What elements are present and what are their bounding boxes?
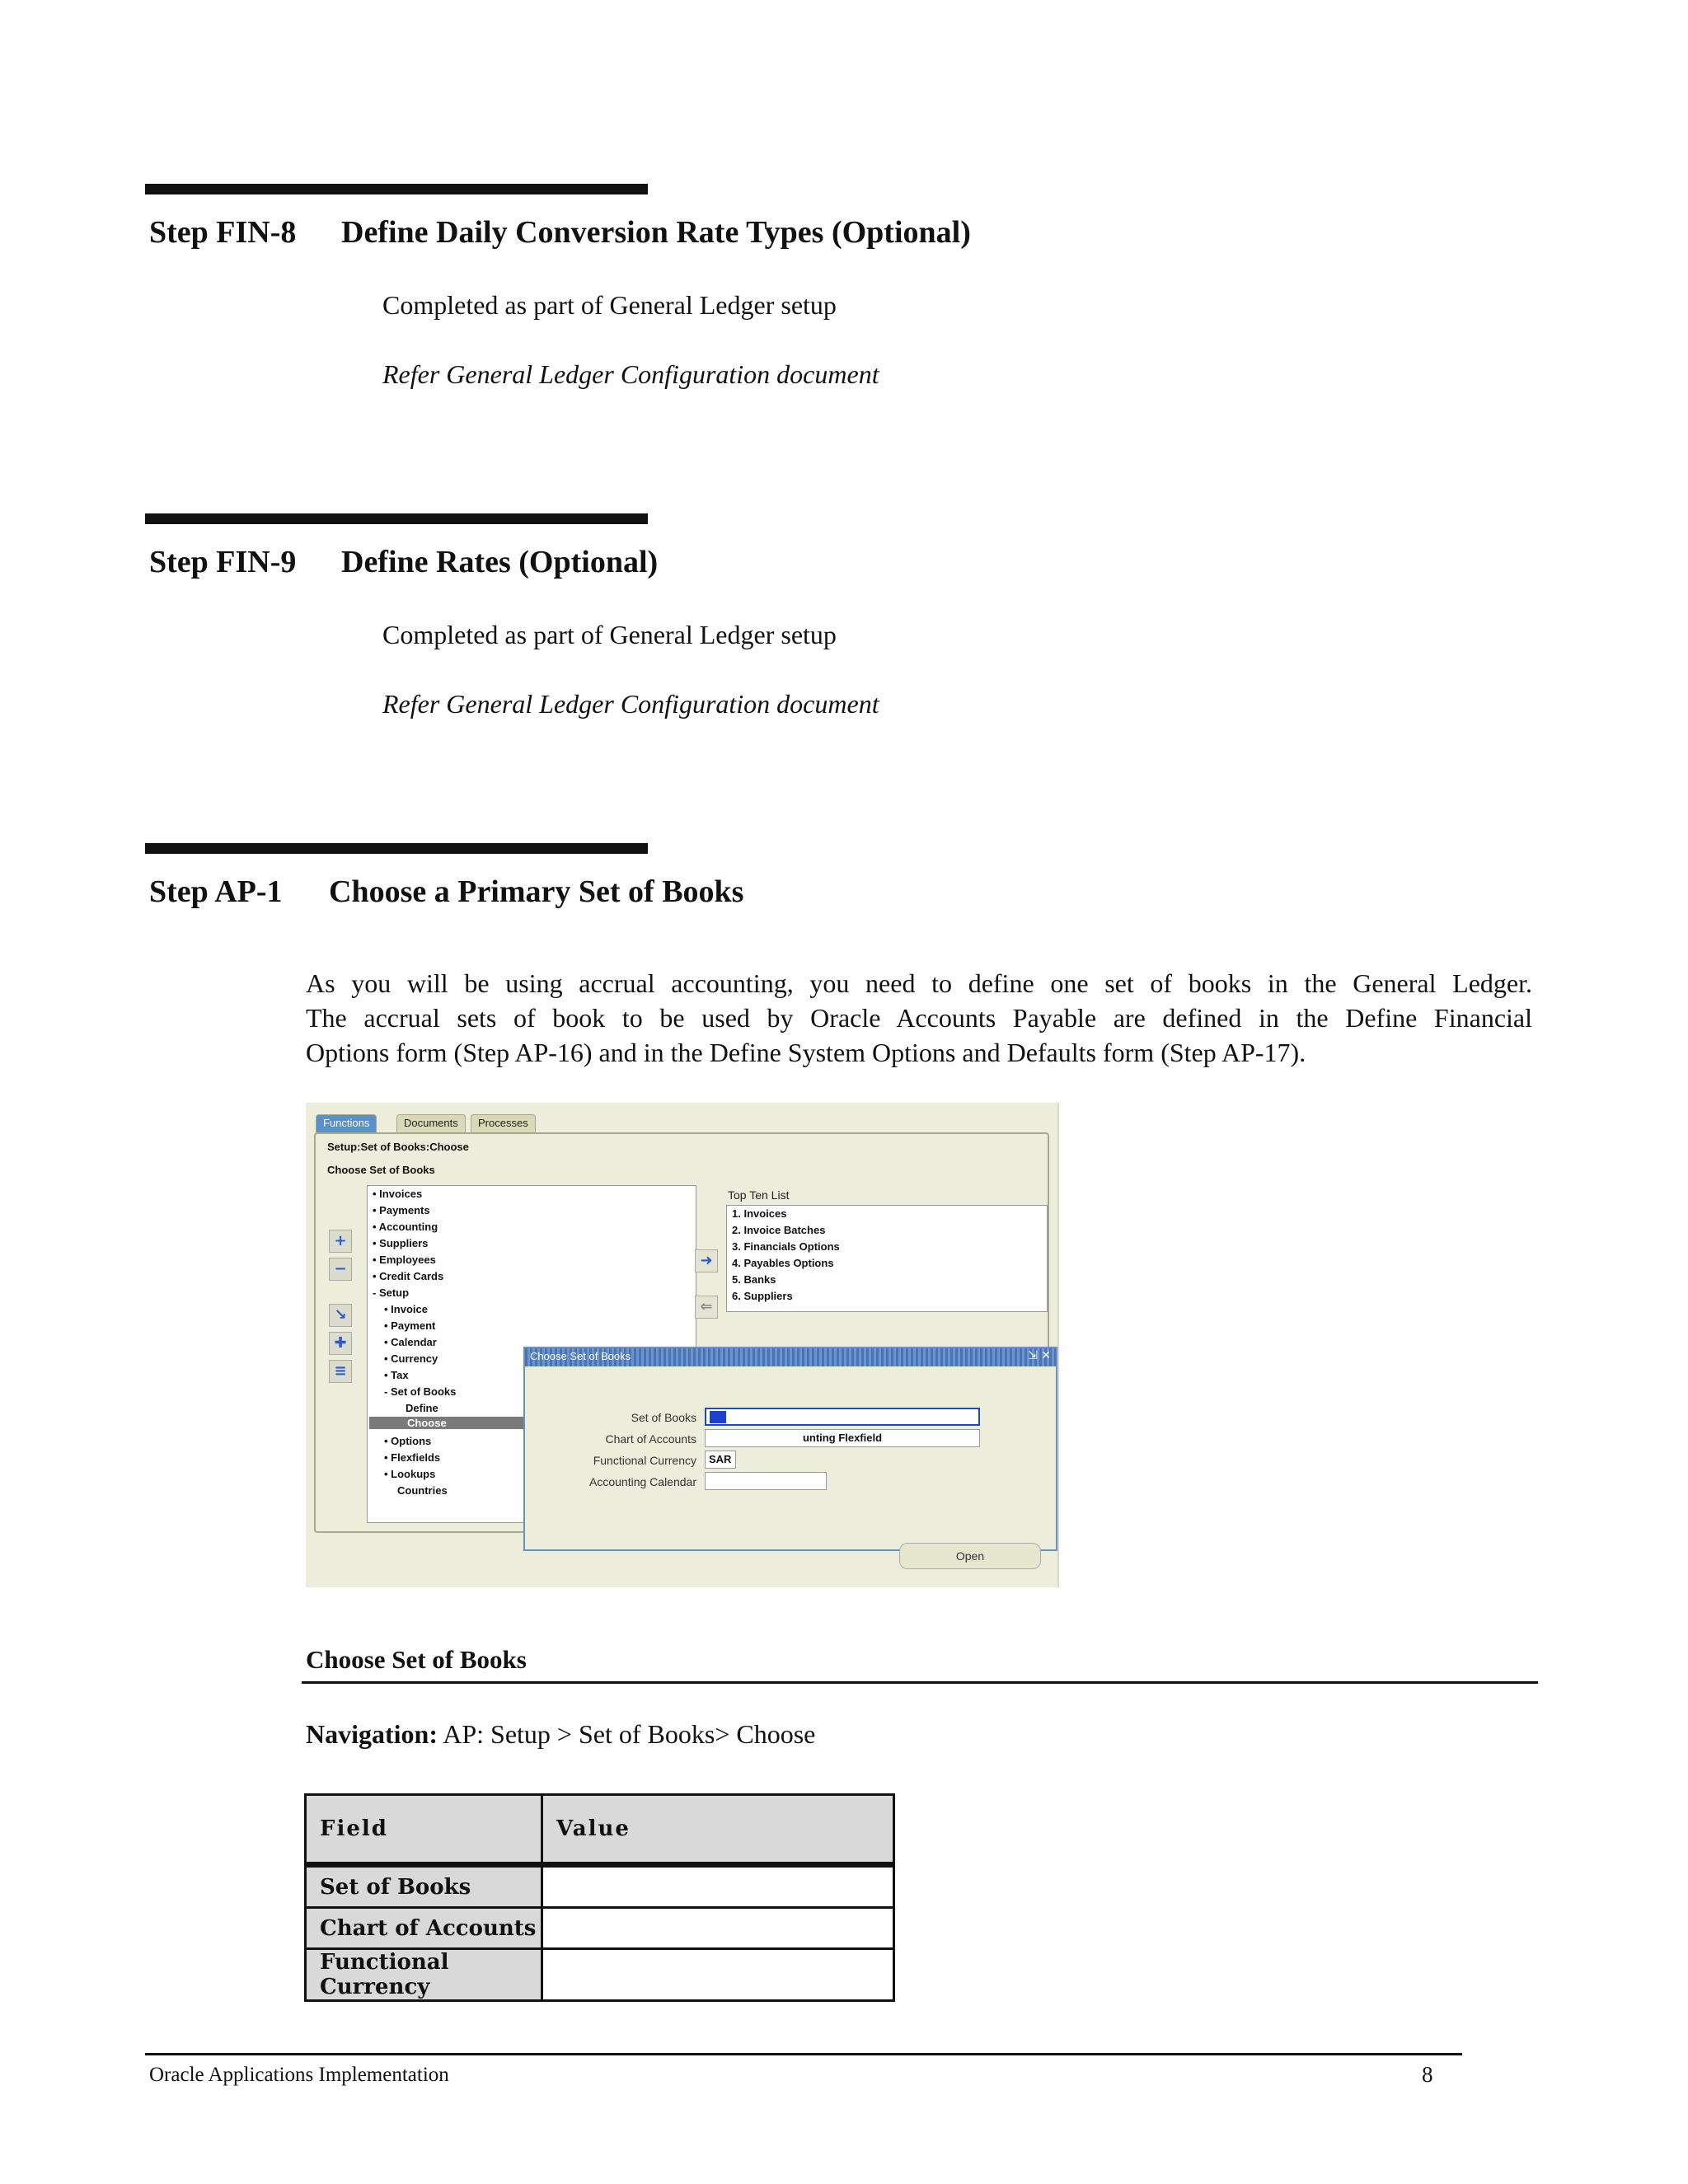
value-cell xyxy=(542,1949,894,2001)
dialog-title-bar xyxy=(525,1348,1056,1366)
selected-text xyxy=(710,1411,726,1423)
set-of-books-field[interactable] xyxy=(705,1408,980,1426)
step-title: Define Rates (Optional) xyxy=(341,545,659,579)
collapse-icon[interactable]: − xyxy=(329,1258,352,1281)
field-label: Functional Currency xyxy=(593,1454,696,1467)
tree-item[interactable]: Countries xyxy=(397,1484,448,1497)
tree-item[interactable]: • Payments xyxy=(373,1204,430,1216)
section-heading xyxy=(149,214,971,251)
section-rule xyxy=(145,184,648,194)
tree-item[interactable]: • Calendar xyxy=(384,1336,437,1348)
tree-item[interactable]: • Credit Cards xyxy=(373,1270,444,1282)
add-to-top-ten-icon[interactable]: ➜ xyxy=(695,1249,718,1272)
field-value-table xyxy=(304,1793,895,2002)
chart-of-accounts-field[interactable]: unting Flexfield xyxy=(705,1429,980,1447)
field-label: Set of Books xyxy=(631,1411,696,1424)
top-ten-item[interactable]: 6. Suppliers xyxy=(732,1290,793,1302)
ap1-paragraph xyxy=(306,966,1532,1070)
tree-item[interactable]: • Suppliers xyxy=(373,1237,429,1249)
value-cell xyxy=(542,1865,894,1908)
tab-processes[interactable]: Processes xyxy=(471,1114,536,1132)
step-title: Define Daily Conversion Rate Types (Optional) xyxy=(341,215,971,250)
top-ten-item[interactable]: 4. Payables Options xyxy=(732,1257,834,1269)
caption-rule xyxy=(302,1681,1538,1684)
column-header-field: Field xyxy=(306,1795,542,1865)
footer-rule xyxy=(145,2053,1462,2055)
top-ten-item[interactable]: 5. Banks xyxy=(732,1273,776,1286)
choose-set-of-books-dialog xyxy=(523,1347,1057,1551)
expand-icon[interactable]: + xyxy=(329,1230,352,1253)
collapse-all-icon[interactable]: ≡ xyxy=(329,1360,352,1383)
section-rule xyxy=(145,843,648,854)
navigation-path: AP: Setup > Set of Books> Choose xyxy=(443,1719,816,1749)
tree-item[interactable]: • Lookups xyxy=(384,1468,436,1480)
step-id: Step FIN-8 xyxy=(149,215,297,250)
section-heading xyxy=(149,544,659,580)
oracle-navigator-screenshot xyxy=(306,1103,1059,1587)
step-id: Step FIN-9 xyxy=(149,545,297,579)
paragraph-line: The accrual sets of book to be used by Oracle Accounts Payable are defined in the Define Financial xyxy=(306,1003,1532,1033)
tree-item[interactable]: • Invoice xyxy=(384,1303,428,1315)
top-ten-list[interactable] xyxy=(726,1205,1048,1312)
tree-item[interactable]: • Payment xyxy=(384,1319,436,1332)
body-text: Completed as part of General Ledger setup xyxy=(382,290,837,320)
top-ten-item[interactable]: 1. Invoices xyxy=(732,1207,787,1220)
tree-item[interactable]: - Set of Books xyxy=(384,1385,457,1398)
tree-item[interactable]: Define xyxy=(406,1402,438,1414)
open-button[interactable]: Open xyxy=(899,1543,1041,1569)
table-row xyxy=(306,1865,894,1908)
top-ten-item[interactable]: 3. Financials Options xyxy=(732,1240,840,1253)
tree-item[interactable]: • Tax xyxy=(384,1369,409,1381)
tab-functions[interactable]: Functions xyxy=(316,1114,377,1132)
expand-all-icon[interactable]: ✚ xyxy=(329,1332,352,1355)
table-row xyxy=(306,1908,894,1949)
field-cell: Functional Currency xyxy=(306,1949,542,2001)
tab-documents[interactable]: Documents xyxy=(396,1114,466,1132)
reference-text: Refer General Ledger Configuration document xyxy=(382,359,879,389)
tree-item[interactable]: • Accounting xyxy=(373,1221,438,1233)
section-heading xyxy=(149,874,744,910)
tree-item[interactable]: • Currency xyxy=(384,1352,438,1365)
value-cell xyxy=(542,1908,894,1949)
navigation-line xyxy=(306,1719,815,1750)
tree-item[interactable]: • Flexfields xyxy=(384,1451,441,1464)
figure-caption: Choose Set of Books xyxy=(306,1645,527,1674)
field-label: Accounting Calendar xyxy=(589,1475,696,1488)
field-cell: Chart of Accounts xyxy=(306,1908,542,1949)
accounting-calendar-field[interactable] xyxy=(705,1472,827,1490)
step-id: Step AP-1 xyxy=(149,874,283,909)
paragraph-line: Options form (Step AP-16) and in the Define System Options and Defaults form (Step AP-17). xyxy=(306,1038,1306,1067)
navigator-subtitle: Choose Set of Books xyxy=(327,1164,435,1176)
expand-branch-icon[interactable]: ↘ xyxy=(329,1304,352,1327)
body-text: Completed as part of General Ledger setup xyxy=(382,620,837,649)
dialog-title: Choose Set of Books xyxy=(530,1350,631,1362)
tree-item[interactable]: - Setup xyxy=(373,1286,410,1299)
column-header-value: Value xyxy=(542,1795,894,1865)
field-label: Chart of Accounts xyxy=(605,1432,696,1446)
top-ten-label: Top Ten List xyxy=(728,1188,790,1202)
navigator-path: Setup:Set of Books:Choose xyxy=(327,1141,469,1153)
functional-currency-field[interactable]: SAR xyxy=(705,1451,736,1469)
tree-item-selected[interactable]: Choose xyxy=(369,1417,526,1429)
remove-from-top-ten-icon[interactable]: ⇐ xyxy=(695,1296,718,1319)
window-controls-icon[interactable]: ⇲ ✕ xyxy=(1028,1349,1051,1362)
paragraph-line: As you will be using accrual accounting, you need to define one set of books in the General Ledger. xyxy=(306,968,1532,998)
tree-item[interactable]: • Options xyxy=(384,1435,432,1447)
tree-item[interactable]: • Invoices xyxy=(373,1188,423,1200)
table-row xyxy=(306,1949,894,2001)
footer-title: Oracle Applications Implementation xyxy=(149,2064,449,2086)
page-number: 8 xyxy=(1422,2062,1433,2087)
reference-text: Refer General Ledger Configuration document xyxy=(382,689,879,719)
step-title: Choose a Primary Set of Books xyxy=(329,874,744,909)
navigation-label: Navigation: xyxy=(306,1719,438,1749)
field-cell: Set of Books xyxy=(306,1865,542,1908)
section-rule xyxy=(145,513,648,524)
top-ten-item[interactable]: 2. Invoice Batches xyxy=(732,1224,826,1236)
table-header-row xyxy=(306,1795,894,1865)
tree-item[interactable]: • Employees xyxy=(373,1254,436,1266)
navigator-panel xyxy=(314,1132,1049,1533)
